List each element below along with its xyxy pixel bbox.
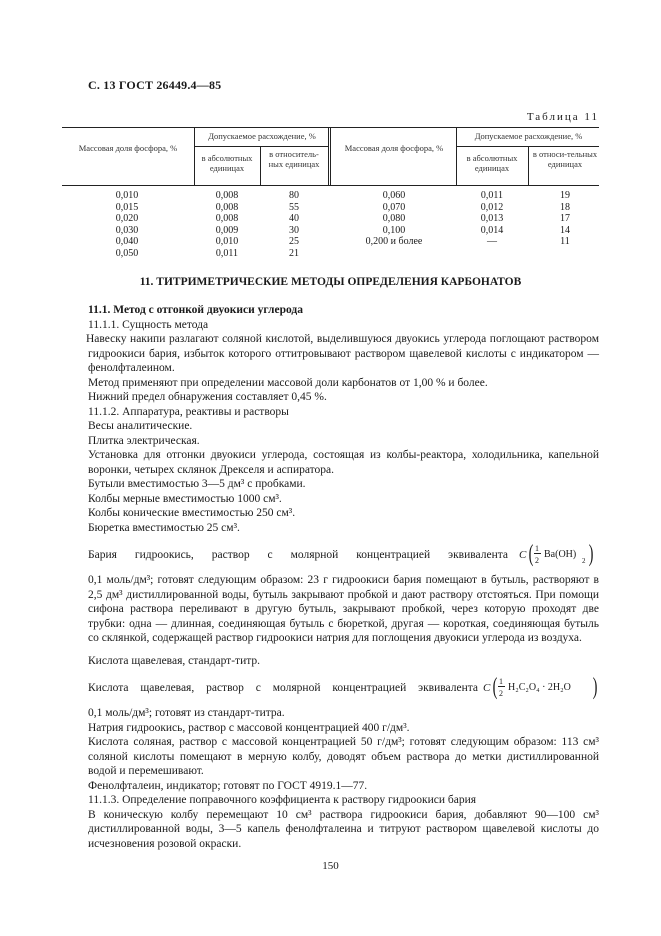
paragraph: Установка для отгонки двуокиси углерода, состоящая из колбы-реактора, холодильника, капельной воронки, четырех склянок Дрекселя и аспиратора.	[88, 449, 599, 476]
formula-line-1	[88, 541, 599, 571]
paragraph: Бария гидроокись, раствор с молярной концентрацией эквивалента	[88, 549, 508, 561]
th-allowed: Допускаемое расхождение, %	[474, 131, 583, 141]
page-number: 150	[322, 860, 339, 872]
table-cell: 40	[289, 213, 299, 224]
table-divider	[456, 127, 457, 185]
th-abs: в абсолютных единицах	[466, 153, 518, 173]
page-header: С. 13 ГОСТ 26449.4—85	[88, 78, 222, 92]
table-head-rule	[62, 185, 599, 186]
section-title: 11. ТИТРИМЕТРИЧЕСКИЕ МЕТОДЫ ОПРЕДЕЛЕНИЯ КАРБОНАТОВ	[139, 276, 522, 288]
th-rel: в относитель-ных единицах	[268, 149, 320, 169]
table-cell: 0,009	[215, 224, 239, 236]
col-right-mass	[338, 190, 450, 248]
col-left-rel	[262, 190, 326, 259]
table-divider	[330, 127, 331, 185]
table-cell: 0,050	[115, 247, 139, 259]
paragraph: Фенолфталеин, индикатор; готовят по ГОСТ 4919.1—77.	[88, 779, 368, 792]
table-cell: 30	[289, 224, 299, 236]
table-cell: 19	[560, 190, 570, 201]
document-body	[88, 303, 599, 851]
th-rel: в относи-тельных единицах	[532, 149, 598, 169]
paragraph: Плитка электрическая.	[88, 434, 200, 447]
paragraph: 11.1.3. Определение поправочного коэффициента к раствору гидроокиси бария	[88, 794, 477, 806]
th-mass-fraction: Массовая доля фосфора, %	[344, 143, 444, 153]
paragraph: Натрия гидроокись, раствор с массовой концентрацией 400 г/дм³.	[88, 721, 410, 734]
table-cell: 0,100	[382, 224, 406, 236]
col-left-mass	[82, 190, 172, 259]
table-divider	[194, 127, 195, 185]
table-subhead-rule	[456, 146, 599, 147]
paragraph: Бюретка вместимостью 25 см³.	[88, 521, 240, 534]
table-cell: 0,060	[382, 190, 406, 201]
table-cell: 18	[560, 201, 570, 213]
table-caption: Таблица 11	[526, 111, 599, 123]
table-cell: 0,020	[115, 213, 139, 224]
formula-line-2	[88, 674, 599, 704]
table-cell: 0,011	[215, 247, 239, 259]
table-cell: 0,010	[115, 190, 139, 201]
th-abs: в абсолютных единицах	[201, 153, 253, 173]
table-divider	[528, 146, 529, 185]
table-divider	[260, 146, 261, 185]
paragraph: Кислота щавелевая, стандарт-титр.	[88, 654, 261, 667]
paragraph: Колбы мерные вместимостью 1000 см³.	[88, 492, 282, 505]
paragraph: 11.1.1. Сущность метода	[88, 318, 209, 331]
equivalent-concentration-formula: C ( 1 2 H₂C₂O₄ · 2H₂O )	[483, 674, 598, 700]
paragraph: 0,1 моль/дм³; готовят из стандарт-титра.	[88, 707, 285, 719]
paragraph: Кислота соляная, раствор с массовой концентрацией 50 г/дм³; готовят следующим образом: 113 см³ соляной кислоты помещают в мерную колбу, доводят объем раствора до метки дистиллированной водой и перемешивают.	[88, 736, 599, 777]
table-cell: 21	[289, 247, 299, 259]
table-cell: 0,011	[480, 190, 504, 201]
table-cell: 0,014	[480, 224, 504, 236]
table-cell: 0,013	[480, 213, 504, 224]
table-cell: 0,012	[480, 201, 504, 213]
col-left-abs	[196, 190, 258, 259]
table-cell: 0,008	[215, 190, 239, 201]
table-cell: 0,070	[382, 201, 406, 213]
table-cell: 0,008	[215, 213, 239, 224]
table-divider	[328, 127, 329, 185]
table-cell: 0,030	[115, 224, 139, 236]
phosphorus-table	[62, 127, 599, 267]
table-cell: 0,008	[215, 201, 239, 213]
table-subhead-rule	[194, 146, 328, 147]
subsection-heading: 11.1. Метод с отгонкой двуокиси углерода	[88, 304, 303, 316]
table-cell: 0,010	[215, 236, 239, 247]
table-cell: 0,080	[382, 213, 406, 224]
paragraph: Колбы конические вместимостью 250 см³.	[88, 507, 296, 519]
paragraph: Нижний предел обнаружения составляет 0,45 %.	[88, 391, 327, 403]
table-cell: 14	[560, 224, 570, 236]
table-cell: 55	[289, 201, 299, 213]
paragraph: Весы аналитические.	[88, 420, 193, 432]
table-cell: —	[487, 236, 497, 247]
paragraph: Кислота щавелевая, раствор с молярной концентрацией эквивалента	[88, 682, 478, 694]
table-cell: 80	[289, 190, 299, 201]
th-mass-fraction: Массовая доля фосфора, %	[78, 143, 178, 153]
paragraph: В коническую колбу перемещают 10 см³ раствора гидроокиси бария, добавляют 90—100 см³ дистиллированной воды, 3—5 капель фенолфталеина и титруют раствором щавелевой кислоты до исчезновения розовой окраски.	[88, 808, 599, 850]
col-right-rel	[532, 190, 598, 248]
col-right-abs	[458, 190, 526, 248]
table-cell: 0,015	[115, 201, 139, 213]
paragraph: Навеску накипи разлагают соляной кислотой, выделившуюся двуокись углерода поглощают раствором гидроокиси бария, избыток которого оттитровывают раствором щавелевой кислоты с индикатором — фенолфталеином.	[86, 333, 599, 374]
equivalent-concentration-formula: C ( 1 2 Ba(OH) 2 )	[519, 541, 594, 567]
table-cell: 25	[289, 236, 299, 247]
table-cell: 0,200 и более	[365, 236, 423, 247]
paragraph: Бутыли вместимостью 3—5 дм³ с пробками.	[88, 478, 306, 490]
table-cell: 17	[560, 213, 570, 224]
table-cell: 0,040	[115, 236, 139, 247]
th-allowed: Допускаемое расхождение, %	[208, 131, 316, 141]
paragraph: 11.1.2. Аппаратура, реактивы и растворы	[88, 405, 289, 418]
paragraph: 0,1 моль/дм³; готовят следующим образом: 23 г гидроокиси бария помещают в бутыль, растворяют в 2,5 дм³ дистиллированной воды, бутыль закрывают пробкой и дают раствору отстояться. При помощи сифона раствора переливают в другую бутыль, закрывают пробкой, через которую проходят две трубки: одна — длинная, соединяющая бутыль с бюреткой, другая — короткая, соединяющая бутыль со склянкой, содержащей раствор гидроокиси натрия для поглощения двуокиси углерода из воздуха.	[88, 574, 599, 644]
paragraph: Метод применяют при определении массовой доли карбонатов от 1,00 % и более.	[88, 376, 488, 389]
table-cell: 11	[560, 236, 570, 247]
